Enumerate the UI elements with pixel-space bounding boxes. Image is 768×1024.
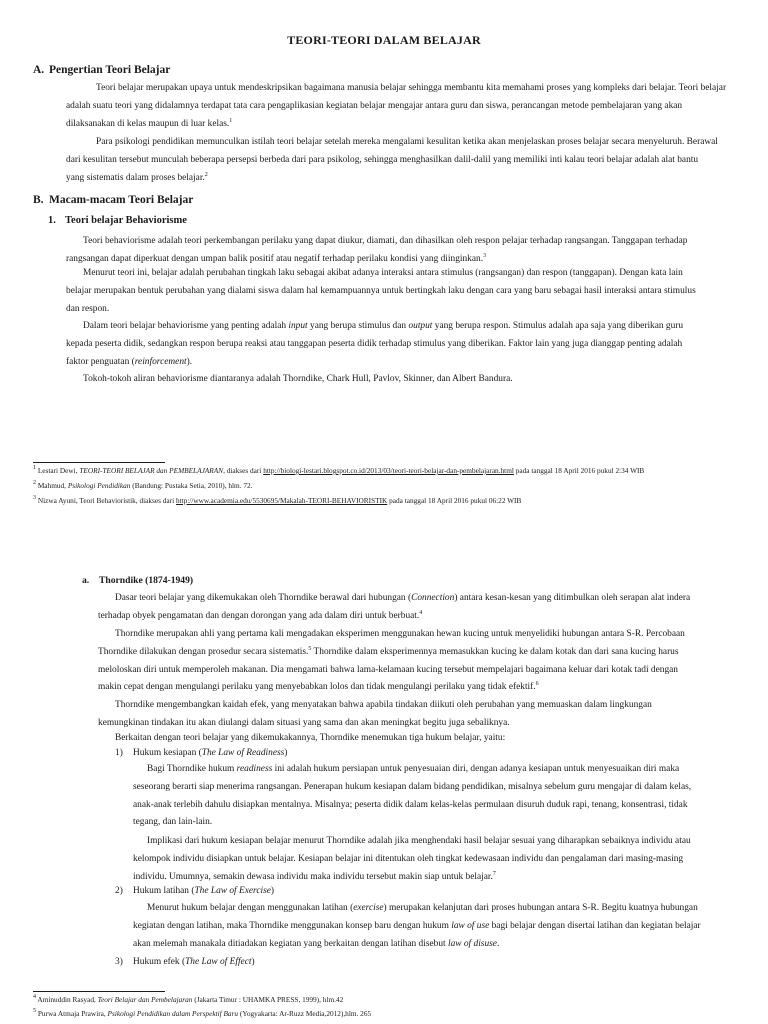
text-span: yang sistematis dalam proses belajar. [66, 172, 205, 183]
text-span: (Jakarta Timur : UHAMKA PRESS, 1999), hlm.42 [192, 995, 344, 1004]
footnote-number: 3 [33, 495, 36, 501]
text-span: individu. Umumnya, semakin dewasa individu maka individu tersebut makin siap untuk belajar. [133, 871, 493, 882]
text-line: Teori belajar merupakan upaya untuk mendeskripsikan bagaimana manusia belajar sehingga membantu kita memahami proses yang kompleks dari belajar. Teori belajar [96, 83, 727, 93]
section-a-title: Pengertian Teori Belajar [49, 64, 171, 76]
text-span: ) [251, 957, 255, 967]
behaviorism-paragraph-2 [66, 265, 737, 318]
footnote-1 [33, 466, 644, 475]
text-span: yang berupa stimulus dan [307, 321, 409, 331]
text-line: belajar merupakan bentuk perubahan yang dialami siswa dalam hal kemampuannya untuk bertingkah laku dengan cara yang baru sebagai hasil interaksi antara stimulus [66, 285, 696, 296]
text-line [98, 679, 737, 697]
section-b-title: Macam-macam Teori Belajar [49, 194, 194, 206]
footnote-ref: 6 [535, 681, 539, 688]
text-italic: readiness [236, 764, 273, 774]
text-line: Thorndike mengembangkan kaidah efek, yang menyatakan bahwa apabila tindakan diikuti oleh perubahan yang memuaskan dalam lingkungan [115, 700, 652, 710]
text-span: Menurut hukum belajar dengan menggunakan latihan ( [147, 903, 354, 913]
subsection-1-heading [48, 215, 187, 226]
text-span: makin cepat dengan mengulangi perilaku yang menyebabkan lolos dan tidak mengulangi perilaku yang tidak efektif. [98, 682, 536, 693]
text-line: Para psikologi pendidikan memunculkan istilah teori belajar setelah mereka mengalami kesulitan ketika akan menjelaskan proses belajar secara menyeluruh. Berawal [96, 137, 718, 147]
text-line [66, 116, 737, 134]
thorndike-paragraph-4 [98, 730, 737, 748]
footnote-number: 1 [33, 465, 36, 471]
text-span: Hukum efek ( [133, 957, 186, 967]
text-line: adalah suatu teori yang didalamnya terdapat tata cara pengaplikasian kegiatan belajar mengajar antara guru dan siswa, perancangan metode pembelajaran yang akan [66, 100, 683, 111]
footnote-5 [33, 1009, 371, 1018]
section-b-heading [33, 194, 193, 206]
text-span: Nizwa Ayuni, Teori Behavioristik, diakses dari [36, 496, 176, 505]
text-italic: law of disuse [447, 938, 497, 949]
text-span: kegiatan dengan latihan, maka Thorndike menggunakan konsep baru dengan hukum [133, 920, 452, 931]
footnote-ref: 3 [483, 252, 487, 259]
text-span: Thorndike dilakukan dengan prosedur secara sistematis. [98, 646, 309, 657]
text-italic: The Law of Exercise [194, 886, 271, 896]
text-line [66, 354, 737, 372]
text-italic: The Law of Effect [185, 957, 252, 967]
thorndike-marker: a. [82, 575, 90, 586]
text-span: terhadap obyek pengamatan dan dengan dorongan yang ada dalam diri untuk berbuat. [98, 610, 420, 621]
text-italic: input [288, 321, 308, 331]
text-span: Dasar teori belajar yang dikemukakan oleh Thorndike berawal dari hubungan ( [115, 593, 412, 603]
text-line [133, 869, 737, 887]
text-span: Hukum kesiapan ( [133, 748, 202, 758]
text-span: faktor penguatan ( [66, 356, 135, 367]
text-line: tegang, dan lain-lain. [133, 817, 213, 828]
text-span: . [496, 938, 500, 949]
text-span: Lestari Dewi, [36, 466, 80, 475]
text-line: kepada peserta didik, sedangkan respon berupa reaksi atau tanggapan peserta didik terhadap stimulus yang diberikan. Faktor lain yang juga dianggap penting adalah [66, 338, 683, 349]
footnote-ref: 5 [308, 645, 312, 652]
footnote-link[interactable]: http://www.academia.edu/5530695/Makalah-TEORI-BEHAVIORISTIK [175, 496, 388, 505]
text-span: (Yogyakarta: Ar-Ruzz Media,2012),hlm. 265 [238, 1009, 372, 1018]
list-number: 1) [115, 748, 123, 758]
text-line [133, 936, 737, 954]
footnote-number: 5 [33, 1008, 36, 1014]
text-line [98, 644, 737, 662]
text-span: Aminuddin Rasyad, [36, 995, 98, 1004]
text-span: ini adalah hukum persiapan untuk penyesuaian diri, dengan adanya kesiapan untuk menyesuaikan diri maka [272, 764, 680, 774]
behaviorism-paragraph-4 [66, 371, 737, 389]
section-a-paragraph-2 [66, 134, 737, 187]
text-line [66, 170, 737, 188]
footnote-ref: 7 [492, 870, 496, 877]
law-2-item [115, 886, 274, 896]
section-a-paragraph-1 [66, 80, 737, 133]
document-title: TEORI-TEORI DALAM BELAJAR [287, 33, 481, 47]
text-span: Purwa Atmaja Prawira, [36, 1009, 108, 1018]
text-span: , diakses dari [223, 466, 264, 475]
text-line: kelompok individu disiapkan untuk belajar. Kesiapan belajar ini ditentukan oleh tingkat kedewasaan individu dan pengalaman dari masing-masing [133, 853, 684, 864]
text-italic: Connection [411, 593, 455, 603]
footnote-number: 4 [33, 994, 36, 1000]
text-line [66, 318, 737, 336]
text-italic: Teori Belajar dan Pembelajaran [97, 995, 193, 1004]
footnote-ref: 1 [229, 117, 233, 124]
thorndike-title: Thorndike (1874-1949) [99, 575, 194, 586]
behaviorism-paragraph-3 [66, 318, 737, 371]
list-number: 2) [115, 886, 123, 896]
text-line: seseorang berarti siap menerima rangsangan. Penerapan hukum kesiapan dalam bidang pendidikan, misalnya sebelum guru mengajar di dalam kelas, [133, 781, 692, 792]
text-line: Implikasi dari hukum kesiapan belajar menurut Thorndike adalah jika menghendaki hasil belajar sesuai yang diharapkan sebaiknya individu atau [147, 836, 691, 846]
text-span: yang berupa respon. Stimulus adalah apa saja yang diberikan guru [432, 321, 684, 331]
thorndike-paragraph-3 [98, 697, 737, 733]
text-span: Bagi Thorndike hukum [147, 764, 237, 774]
thorndike-paragraph-1 [98, 590, 737, 626]
text-italic: reinforcement [134, 356, 187, 367]
text-span: Thorndike dalam eksperimennya memasukkan kucing ke dalam kotak dan dari sana kucing harus [311, 646, 679, 657]
footnote-divider [33, 991, 165, 992]
law-2-paragraph-1 [133, 900, 737, 953]
text-italic: Psikologi Pendidikan [67, 481, 131, 490]
list-number: 3) [115, 957, 123, 967]
text-span: ) [270, 886, 275, 896]
text-line: Berkaitan dengan teori belajar yang dikemukakannya, Thorndike menemukan tiga hukum belajar, yaitu: [115, 733, 506, 743]
text-italic: Psikologi Pendidikan dalam Perspektif Baru [107, 1009, 239, 1018]
text-span: ). [186, 356, 193, 367]
text-span: dilaksanakan di kelas maupun di luar kelas. [66, 118, 230, 129]
section-a-marker: A. [33, 64, 45, 76]
text-span: Dalam teori belajar behaviorisme yang penting adalah [83, 321, 289, 331]
footnote-number: 2 [33, 480, 36, 486]
section-b-marker: B. [33, 194, 44, 206]
text-line [133, 918, 737, 936]
footnote-divider [33, 462, 165, 463]
law-1-paragraph-1 [133, 761, 737, 832]
text-span: bagi belajar dengan disertai latihan dan kegiatan belajar [489, 920, 701, 931]
thorndike-paragraph-2 [98, 626, 737, 697]
footnote-link[interactable]: http://biologi-lestari.blogspot.co.id/2013/03/teori-teori-belajar-dan-pembelajaran.html [263, 466, 514, 475]
text-span: ) merupakan kelanjutan dari proses hubungan antara S-R. Begitu kuatnya hubungan [383, 903, 698, 913]
behaviorism-paragraph-1 [66, 233, 737, 269]
text-line: dari kesulitan tersebut munculah beberapa persepsi berbeda dari para psikolog, sehingga menghasilkan dalil-dalil yang memiliki inti kalau teori belajar adalah alat bantu [66, 154, 699, 165]
text-span: rangsangan dapat diperkuat dengan umpan balik positif atau negatif terhadap perilaku kondisi yang diinginkan. [66, 253, 484, 264]
text-italic: TEORI-TEORI BELAJAR dan PEMBELAJARAN [79, 466, 224, 475]
thorndike-heading [82, 575, 193, 586]
text-span: ) [284, 748, 288, 758]
text-line: meloloskan diri untuk memperoleh makanan. Dia mengamati bahwa lama-kelamaan kucing tersebut mempelajari bagaimana keluar dari kotak tadi dengan [98, 664, 678, 675]
text-line [98, 608, 737, 626]
footnote-ref: 2 [204, 171, 208, 178]
section-a-heading [33, 64, 170, 76]
text-line [98, 590, 737, 608]
footnote-4 [33, 995, 343, 1004]
text-line: Tokoh-tokoh aliran behaviorisme diantaranya adalah Thorndike, Chark Hull, Pavlov, Skinner, dan Albert Bandura. [83, 374, 513, 384]
text-span: Mahmud, [36, 481, 68, 490]
text-italic: output [408, 321, 433, 331]
text-span: Hukum latihan ( [133, 886, 195, 896]
text-italic: The Law of Readiness [201, 748, 285, 758]
text-line: Thorndike merupakan ahli yang pertama kali mengadakan eksperimen menggunakan hewan kucing untuk menyelidiki hubungan antara S-R. Percobaan [115, 629, 685, 639]
text-span: (Bandung: Pustaka Setia, 2010), hlm. 72. [130, 481, 253, 490]
law-1-item [115, 748, 287, 758]
footnote-ref: 4 [419, 609, 423, 616]
footnote-3 [33, 496, 521, 505]
law-1-paragraph-2 [133, 833, 737, 886]
text-line: kemungkinan tindakan itu akan diulangi dalam situasi yang sama dan akan meningkat begitu juga sebaliknya. [98, 717, 510, 728]
text-line: dan respon. [66, 303, 110, 314]
text-span: pada tanggal 18 April 2016 pukul 2:34 WIB [513, 466, 645, 475]
law-3-item [115, 957, 255, 967]
footnote-2 [33, 481, 252, 490]
text-line: anak-anak terlebih dahulu disiapkan mentalnya. Misalnya; peserta didik dalam kelas-kelas permulaan disuruh duduk rapi, tenang, konsentrasi, tidak [133, 799, 688, 810]
text-line [133, 761, 737, 779]
text-span: pada tanggal 18 April 2016 pukul 06:22 WIB [387, 496, 522, 505]
text-italic: law of use [451, 920, 490, 931]
text-span: ) antara kesan-kesan yang ditimbulkan oleh serapan alat indera [454, 593, 691, 603]
text-span: akan melemah manakala ditiadakan kegiatan yang berkaitan dengan latihan disebut [133, 938, 448, 949]
text-line: Teori behaviorisme adalah teori perkembangan perilaku yang dapat diukur, diamati, dan dihasilkan oleh respon pelajar terhadap rangsangan. Tanggapan terhadap [83, 236, 688, 246]
text-line: Menurut teori ini, belajar adalah perubahan tingkah laku sebagai akibat adanya interaksi antara stimulus (rangsangan) dan respon (tanggapan). Dengan kata lain [83, 268, 683, 278]
text-line [133, 900, 737, 918]
text-italic: exercise [353, 903, 384, 913]
subsection-1-marker: 1. [48, 215, 56, 226]
subsection-1-title: Teori belajar Behaviorisme [65, 215, 187, 226]
